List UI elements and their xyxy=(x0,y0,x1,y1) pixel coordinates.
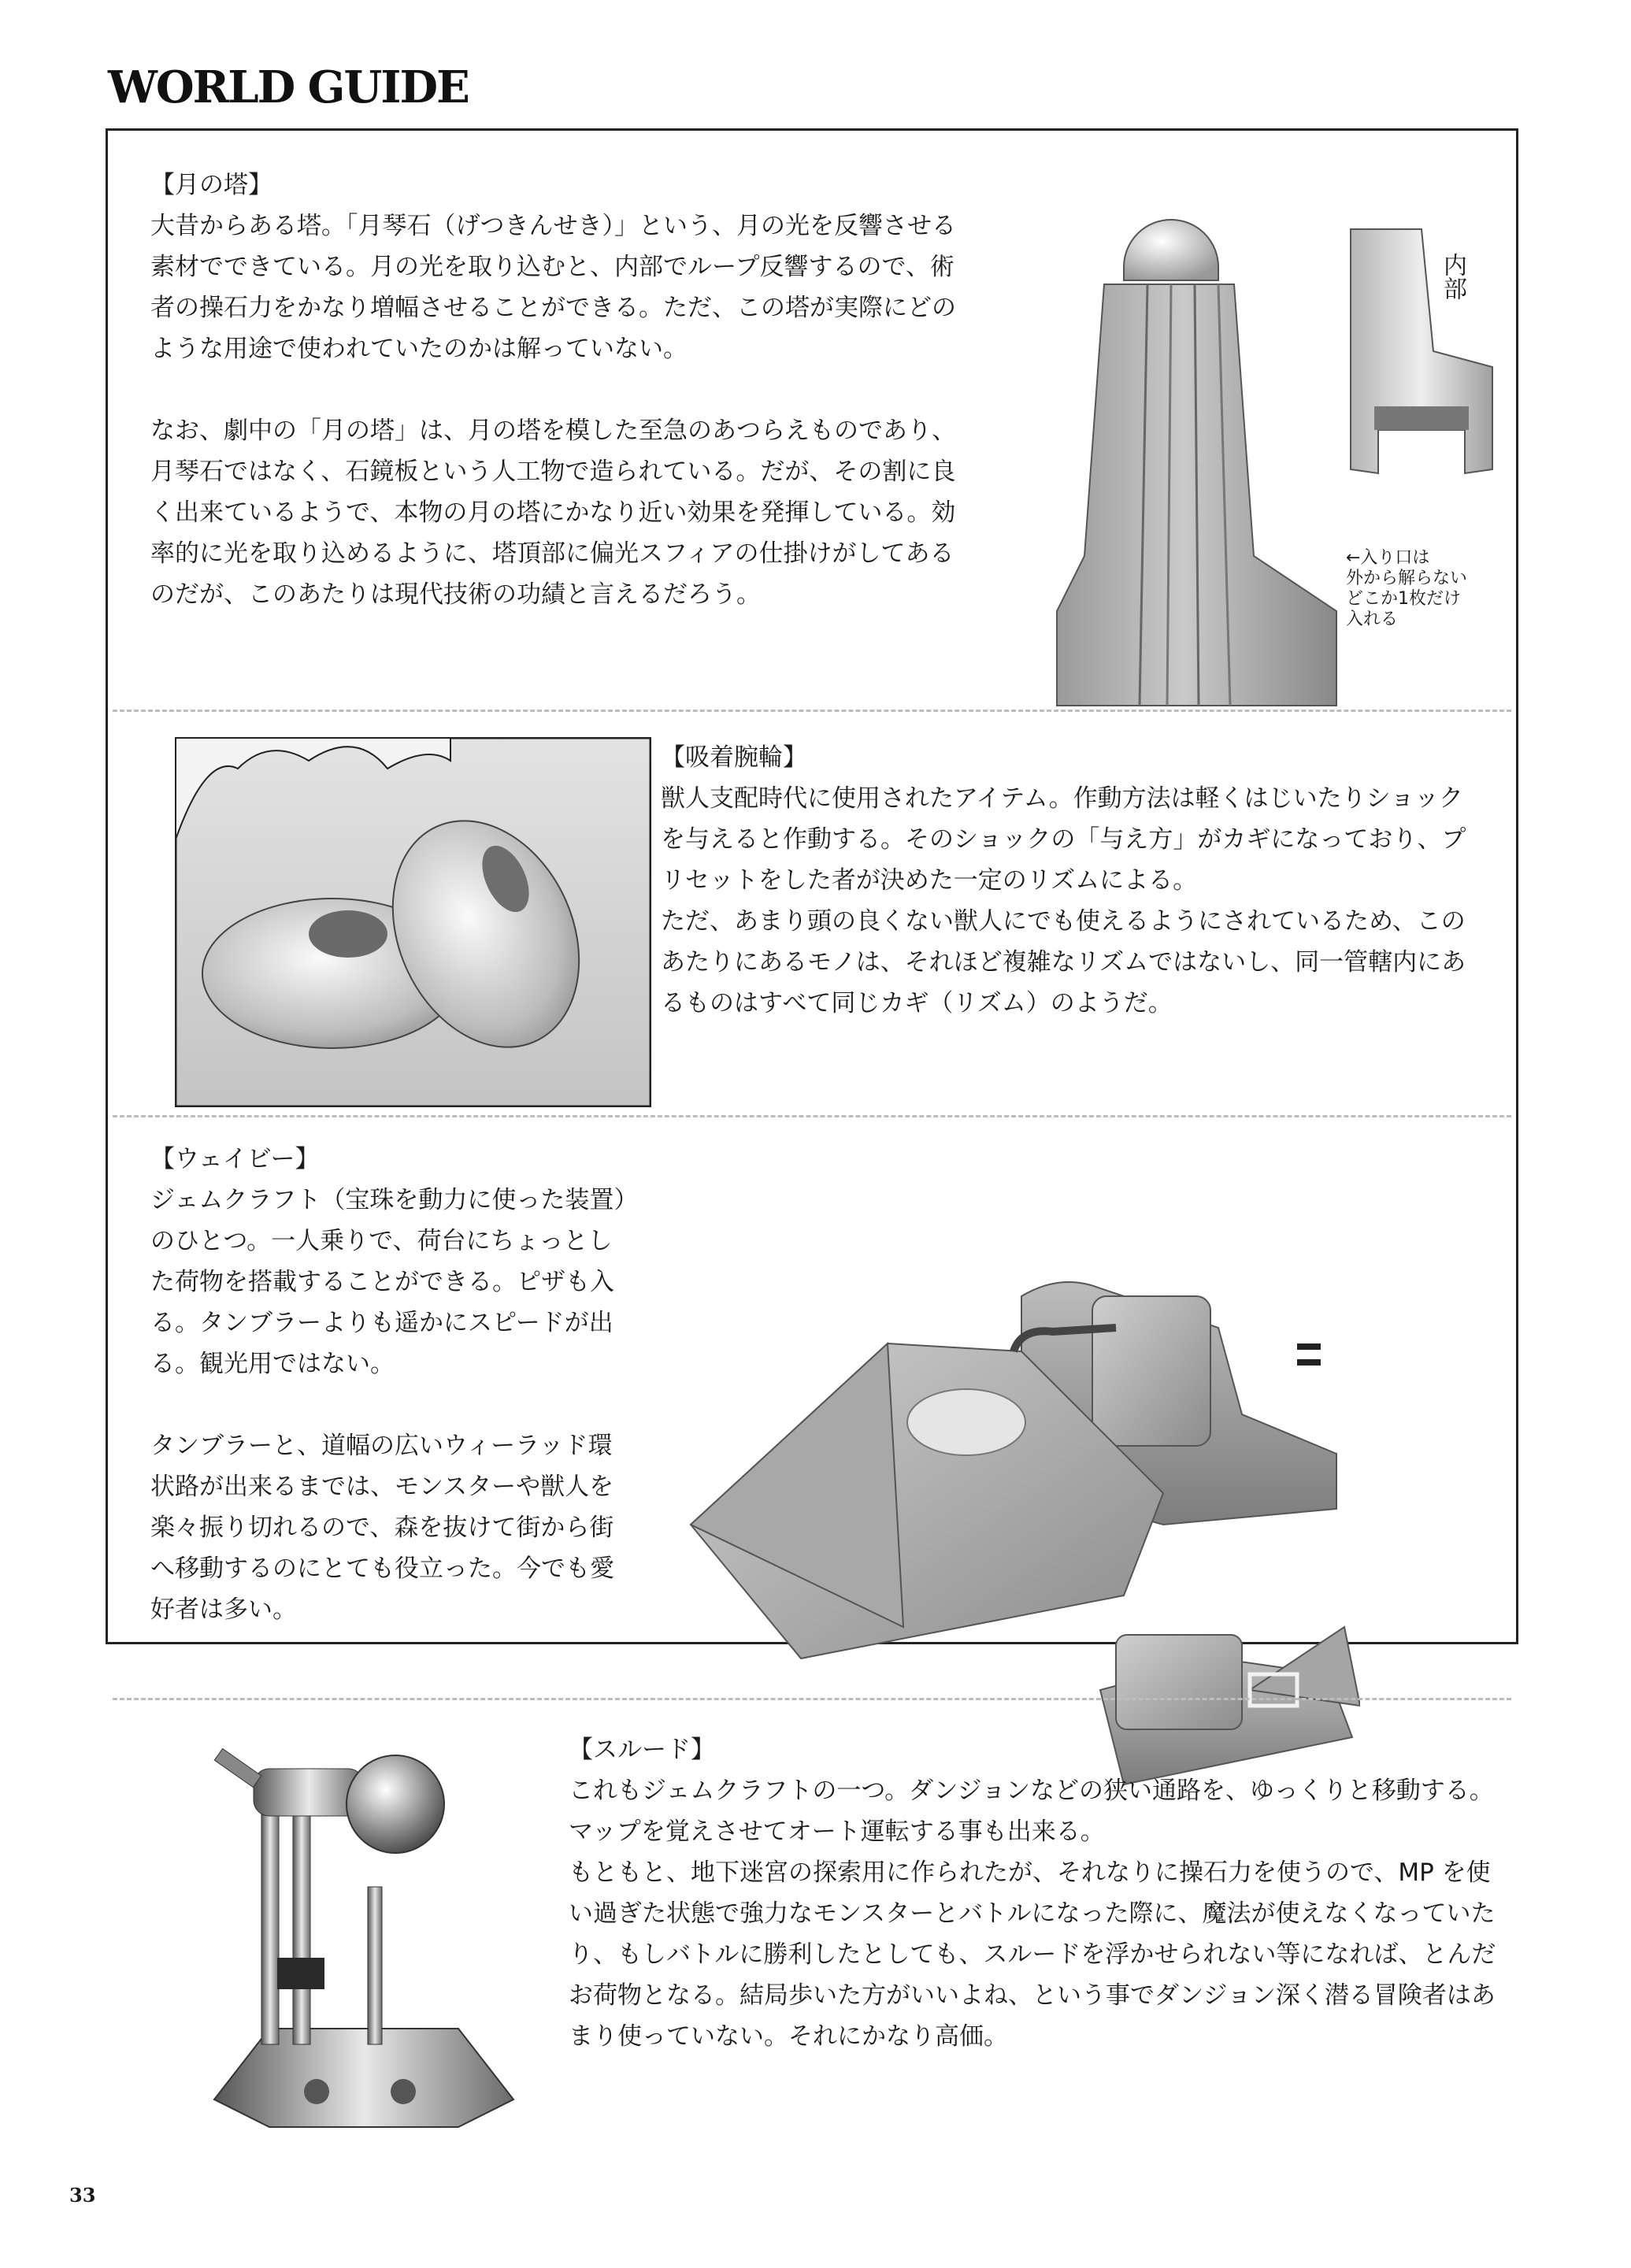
sled-line: い過ぎた状態で強力なモンスターとバトルになった際に、魔法が使えなくなっていた xyxy=(569,1899,1496,1928)
sled-illustration xyxy=(198,1729,576,2139)
section-divider xyxy=(113,1698,1511,1700)
wavy-line: 楽々振り切れるので、森を抜けて街から街 xyxy=(150,1514,614,1542)
guide-frame xyxy=(106,128,1518,2051)
sled-line: マップを覚えさせてオート運転する事も出来る。 xyxy=(569,1818,1105,1846)
wavy-line: る。タンブラーよりも遥かにスピードが出 xyxy=(150,1309,613,1337)
tower-line: く出来ているようで、本物の月の塔にかなり近い効果を発揮している。効 xyxy=(150,498,956,527)
bracelet-text xyxy=(661,737,1496,1024)
note-line: 入れる xyxy=(1346,610,1399,629)
tower-line: 率的に光を取り込めるように、塔頂部に偏光スフィアの仕掛けがしてある xyxy=(150,539,955,568)
page-title: WORLD GUIDE xyxy=(108,61,469,113)
tower-line: ような用途で使われていたのかは解っていない。 xyxy=(150,335,688,363)
note-line: ←入り口は xyxy=(1346,548,1430,568)
wavy-line: へ移動するのにとても役立った。今でも愛 xyxy=(150,1555,614,1583)
tower-line: 大昔からある塔。「月琴石（げつきんせき）」という、月の光を反響させる xyxy=(150,212,956,240)
bracelet-title: 【吸着腕輪】 xyxy=(661,743,807,772)
sled-text xyxy=(569,1729,1498,2057)
sled-title: 【スルード】 xyxy=(569,1736,715,1764)
wavy-line: のひとつ。一人乗りで、荷台にちょっとし xyxy=(150,1227,613,1255)
sled-line: まり使っていない。それにかなり高価。 xyxy=(569,2022,1008,2051)
wavy-line: る。観光用ではない。 xyxy=(150,1350,395,1378)
bracelet-line: るものはすべて同じカギ（リズム）のようだ。 xyxy=(661,989,1173,1017)
bracelet-line: ただ、あまり頭の良くない獣人にでも使えるようにされているため、この xyxy=(661,907,1466,936)
tower-line: のだが、このあたりは現代技術の功績と言えるだろう。 xyxy=(150,580,761,609)
wavy-line: タンブラーと、道幅の広いウィーラッド環 xyxy=(150,1432,613,1460)
section-divider xyxy=(113,1115,1511,1117)
tower-title: 【月の塔】 xyxy=(150,171,272,199)
tower-line: 者の操石力をかなり増幅させることができる。ただ、この塔が実際にどの xyxy=(150,294,956,322)
interior-label: 内部 xyxy=(1439,253,1466,300)
section-divider xyxy=(113,710,1511,712)
note-line: 外から解らない xyxy=(1346,569,1468,588)
tower-line: なお、劇中の「月の塔」は、月の塔を模した至急のあつらえものであり、 xyxy=(150,417,956,445)
bracelet-line: を与えると作動する。そのショックの「与え方」がカギになっており、プ xyxy=(661,825,1466,854)
bracelet-line: あたりにあるモノは、それほど複雑なリズムではないし、同一管轄内にあ xyxy=(661,948,1466,976)
moon-tower-illustration xyxy=(1021,170,1510,721)
tower-line: 素材でできている。月の光を取り込むと、内部でループ反響するので、術 xyxy=(150,253,955,281)
tower-text xyxy=(150,165,1095,615)
page-number: 33 xyxy=(69,2184,96,2207)
sled-line: お荷物となる。結局歩いた方がいいよね、という事でダンジョン深く潜る冒険者はあ xyxy=(569,1981,1496,2010)
wavy-line: ジェムクラフト（宝珠を動力に使った装置） xyxy=(150,1186,639,1214)
note-line: どこか1枚だけ xyxy=(1346,589,1461,609)
entrance-note xyxy=(1346,548,1467,630)
bracelet-illustration xyxy=(175,737,651,1107)
wavy-line: 状路が出来るまでは、モンスターや獣人を xyxy=(150,1473,614,1501)
tower-line: 月琴石ではなく、石鏡板という人工物で造られている。だが、その割に良 xyxy=(150,458,956,486)
sled-line: り、もしバトルに勝利したとしても、スルードを浮かせられない等になれば、とんだ xyxy=(569,1940,1496,1969)
wavy-text xyxy=(150,1139,654,1630)
sled-line: これもジェムクラフトの一つ。ダンジョンなどの狭い通路を、ゆっくりと移動する。 xyxy=(569,1777,1494,1805)
sled-line: もともと、地下迷宮の探索用に作られたが、それなりに操石力を使うので、MP を使 xyxy=(569,1858,1491,1887)
bracelet-line: 獣人支配時代に使用されたアイテム。作動方法は軽くはじいたりショック xyxy=(661,784,1463,813)
wavy-line: た荷物を搭載することができる。ピザも入 xyxy=(150,1268,614,1296)
bracelet-line: リセットをした者が決めた一定のリズムによる。 xyxy=(661,866,1198,895)
wavy-title: 【ウェイビー】 xyxy=(150,1145,320,1173)
wavy-line: 好者は多い。 xyxy=(150,1595,297,1624)
